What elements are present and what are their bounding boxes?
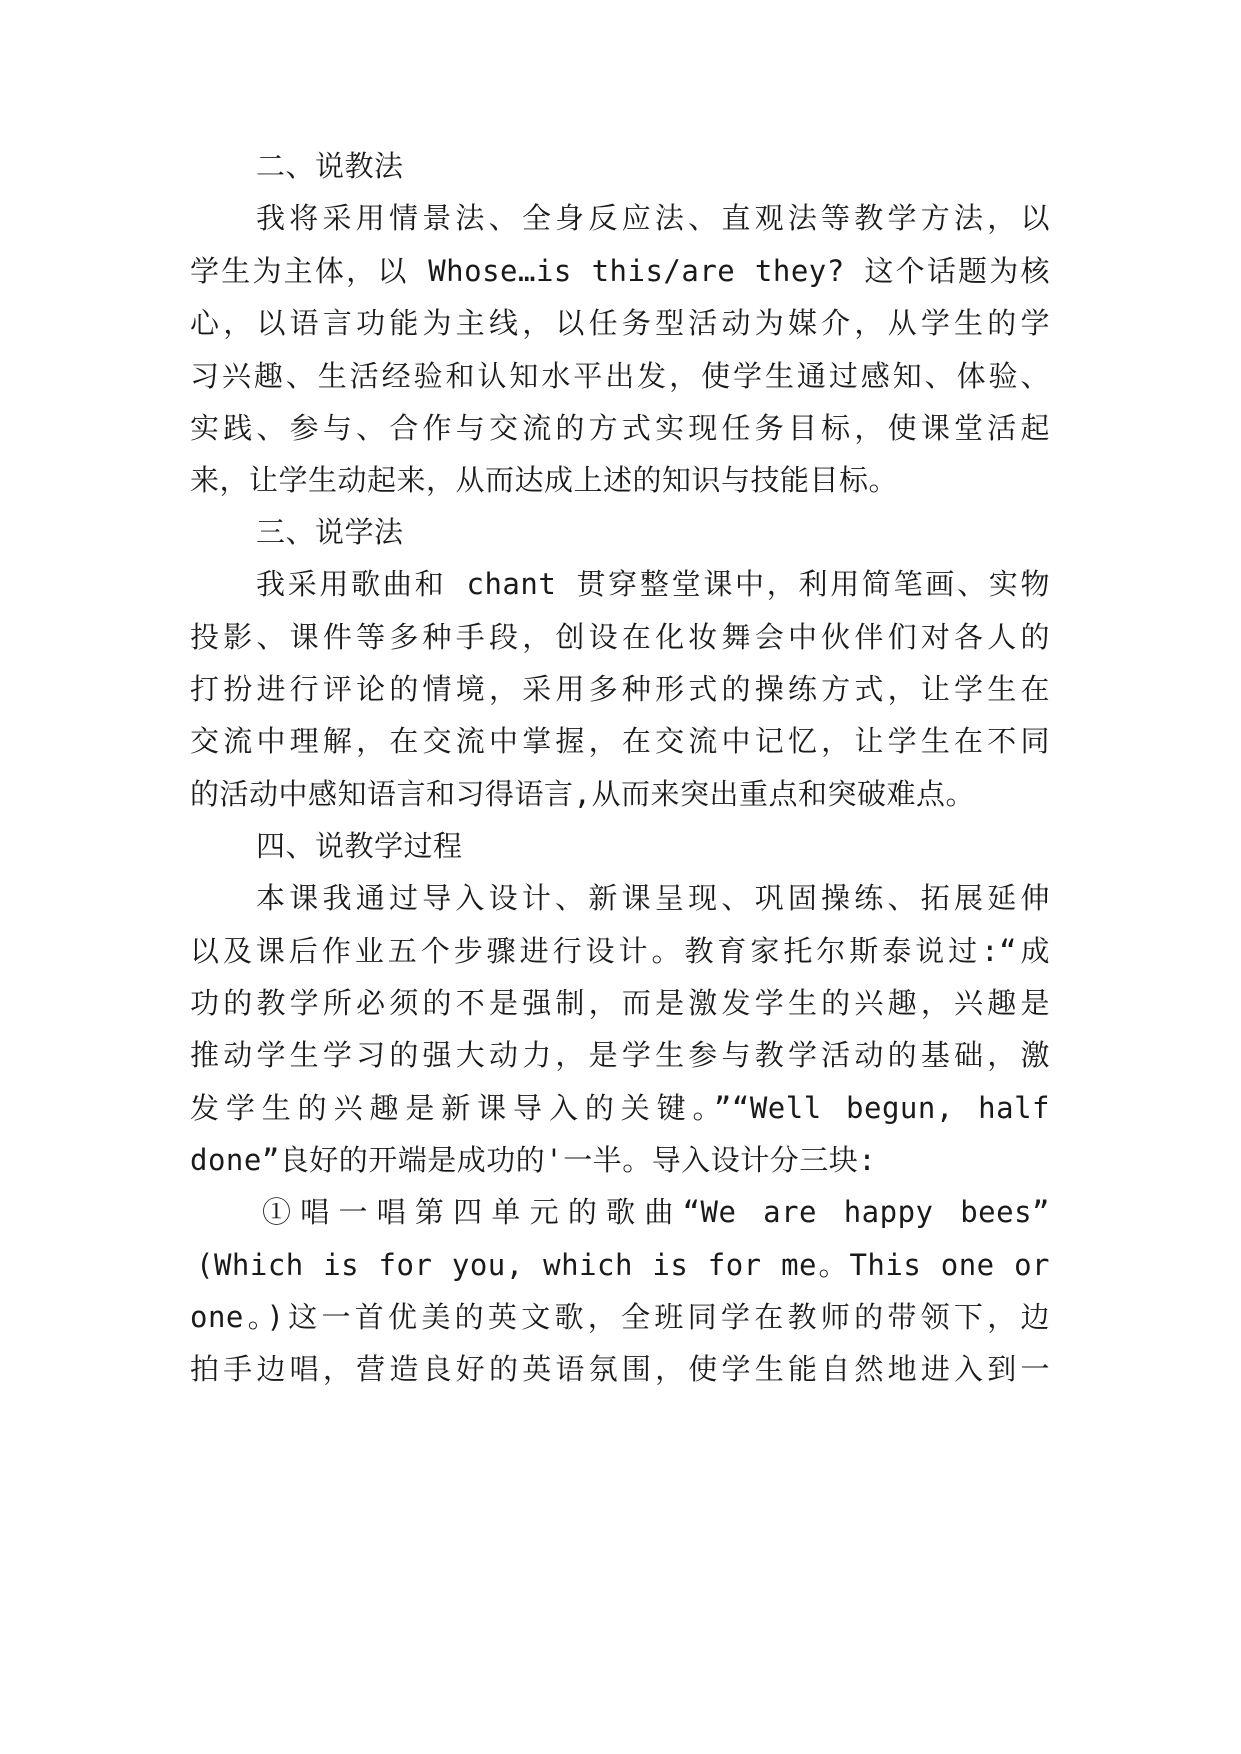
paragraph-line: 我采用歌曲和 chant 贯穿整堂课中，利用简笔画、实物 (256, 567, 1050, 601)
paragraph-line: 发学生的兴趣是新课导入的关键。”“Well begun, half (190, 1091, 1050, 1125)
section-heading-learning-method: 三、说学法 (256, 515, 404, 549)
paragraph-line: 来，让学生动起来，从而达成上述的知识与技能目标。 (190, 463, 899, 497)
paragraph-line: 实践、参与、合作与交流的方式实现任务目标，使课堂活起 (190, 411, 1050, 445)
paragraph-line: 拍手边唱，营造良好的英语氛围，使学生能自然地进入到一 (190, 1352, 1050, 1386)
paragraph-line: one。)这一首优美的英文歌，全班同学在教师的带领下，边 (190, 1300, 1050, 1334)
paragraph-line: 投影、课件等多种手段，创设在化妆舞会中伙伴们对各人的 (190, 620, 1050, 654)
paragraph-line: 我将采用情景法、全身反应法、直观法等教学方法，以 (256, 201, 1050, 235)
paragraph-line: 打扮进行评论的情境，采用多种形式的操练方式，让学生在 (190, 672, 1050, 706)
paragraph-line: 交流中理解，在交流中掌握，在交流中记忆，让学生在不同 (190, 724, 1050, 758)
paragraph-line: 以及课后作业五个步骤进行设计。教育家托尔斯泰说过:“成 (190, 934, 1050, 968)
list-item-line: ①唱一唱第四单元的歌曲“We are happy bees” (262, 1195, 1050, 1229)
paragraph-line: 的活动中感知语言和习得语言,从而来突出重点和突破难点。 (190, 777, 975, 811)
paragraph-line: 学生为主体，以 Whose…is this/are they? 这个话题为核 (190, 254, 1050, 288)
paragraph-line: done”良好的开端是成功的'一半。导入设计分三块: (190, 1143, 877, 1177)
section-heading-teaching-process: 四、说教学过程 (256, 829, 463, 863)
paragraph-line: 功的教学所必须的不是强制，而是激发学生的兴趣，兴趣是 (190, 986, 1050, 1020)
paragraph-line: 习兴趣、生活经验和认知水平出发，使学生通过感知、体验、 (190, 359, 1050, 393)
section-heading-teaching-method: 二、说教法 (256, 149, 404, 183)
paragraph-line: 心，以语言功能为主线，以任务型活动为媒介，从学生的学 (190, 306, 1050, 340)
paragraph-line: 推动学生学习的强大动力，是学生参与教学活动的基础，激 (190, 1038, 1050, 1072)
paragraph-line: (Which is for you, which is for me。This one or (196, 1248, 1050, 1282)
paragraph-line: 本课我通过导入设计、新课呈现、巩固操练、拓展延伸 (256, 881, 1050, 915)
